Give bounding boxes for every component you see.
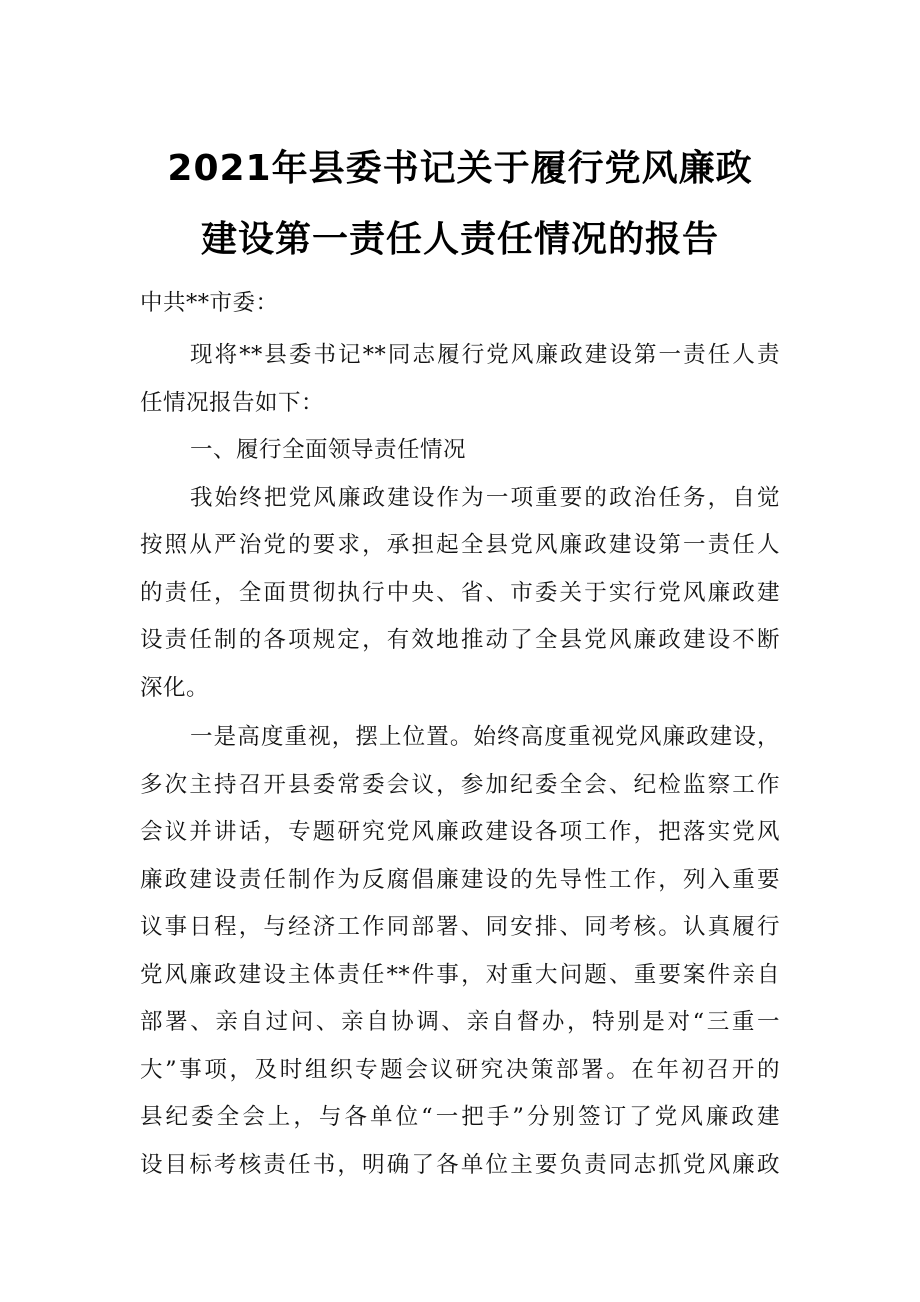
section-heading: 一、履行全面领导责任情况 bbox=[190, 437, 467, 463]
document-title-line-2: 建设第一责任人责任情况的报告 bbox=[200, 219, 719, 260]
paragraph-line: 县纪委全会上，与各单位“一把手”分别签订了党风廉政建 bbox=[140, 1104, 780, 1130]
paragraph-line: 一是高度重视，摆上位置。始终高度重视党风廉政建设， bbox=[190, 724, 780, 750]
paragraph-line: 设责任制的各项规定，有效地推动了全县党风廉政建设不断 bbox=[140, 627, 780, 653]
paragraph-line: 多次主持召开县委常委会议，参加纪委全会、纪检监察工作 bbox=[140, 772, 780, 798]
paragraph-line: 部署、亲自过问、亲自协调、亲自督办，特别是对“三重一 bbox=[140, 1009, 780, 1035]
paragraph-line: 议事日程，与经济工作同部署、同安排、同考核。认真履行 bbox=[140, 914, 780, 940]
paragraph-line: 的责任，全面贯彻执行中央、省、市委关于实行党风廉政建 bbox=[140, 580, 780, 606]
document-title-line-1: 2021年县委书记关于履行党风廉政 bbox=[167, 148, 753, 189]
salutation: 中共**市委： bbox=[140, 290, 279, 316]
paragraph-line: 任情况报告如下： bbox=[140, 390, 325, 416]
paragraph-line: 会议并讲话，专题研究党风廉政建设各项工作，把落实党风 bbox=[140, 819, 780, 845]
paragraph-line: 按照从严治党的要求，承担起全县党风廉政建设第一责任人 bbox=[140, 532, 780, 558]
paragraph-line: 大”事项，及时组织专题会议研究决策部署。在年初召开的 bbox=[140, 1057, 780, 1083]
paragraph-line: 深化。 bbox=[140, 675, 210, 701]
paragraph-line: 廉政建设责任制作为反腐倡廉建设的先导性工作，列入重要 bbox=[140, 867, 780, 893]
paragraph-line: 我始终把党风廉政建设作为一项重要的政治任务，自觉 bbox=[190, 485, 780, 511]
paragraph-line: 党风廉政建设主体责任**件事，对重大问题、重要案件亲自 bbox=[140, 962, 780, 988]
paragraph-line: 设目标考核责任书，明确了各单位主要负责同志抓党风廉政 bbox=[140, 1152, 780, 1178]
paragraph-line: 现将**县委书记**同志履行党风廉政建设第一责任人责 bbox=[190, 342, 780, 368]
